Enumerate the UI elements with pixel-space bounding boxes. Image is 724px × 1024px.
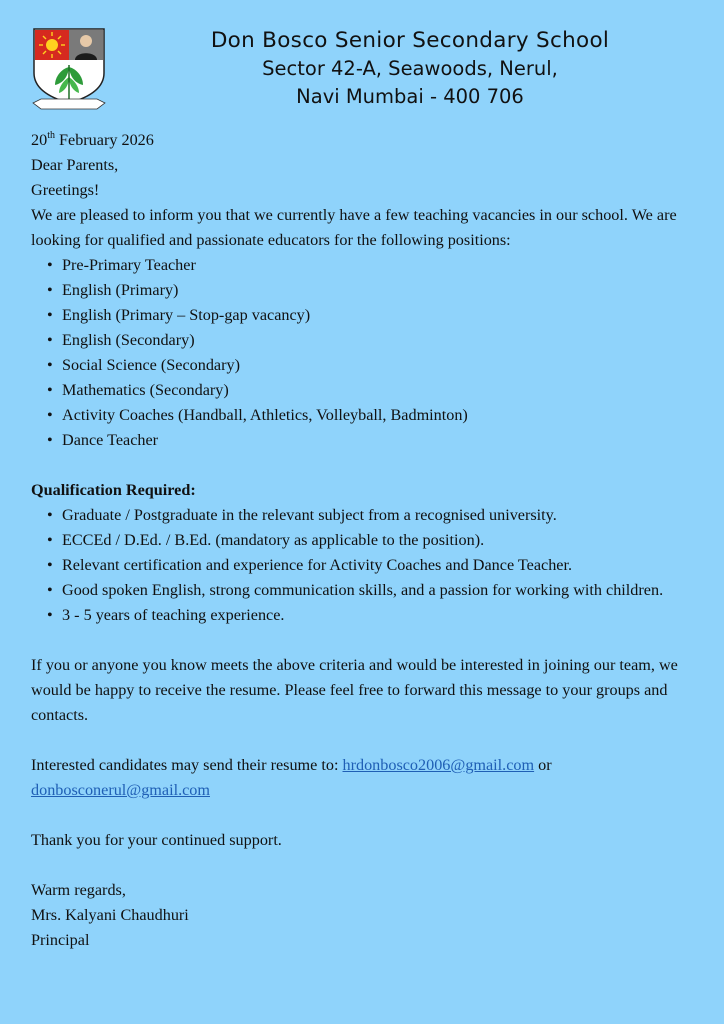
list-item: • English (Secondary) bbox=[62, 328, 691, 353]
letter-date: 20th February 2026 bbox=[31, 129, 154, 149]
list-item: • 3 - 5 years of teaching experience. bbox=[62, 603, 691, 628]
school-name: Don Bosco Senior Secondary School bbox=[210, 28, 610, 53]
list-item: • Pre-Primary Teacher bbox=[62, 253, 691, 278]
salutation: Dear Parents, bbox=[31, 156, 119, 174]
thanks-line: Thank you for your continued support. bbox=[31, 831, 282, 849]
intro-paragraph: We are pleased to inform you that we currently have a few teaching vacancies in our school. We are looking for qualified and passionate educators for the following positions: bbox=[31, 206, 677, 249]
school-crest-logo bbox=[31, 27, 107, 111]
list-item: • Graduate / Postgraduate in the relevant subject from a recognised university. bbox=[62, 503, 691, 528]
hr-email-link[interactable]: hrdonbosco2006@gmail.com bbox=[342, 756, 535, 774]
school-email-link[interactable]: donbosconerul@gmail.com bbox=[31, 781, 210, 799]
contact-paragraph: Interested candidates may send their resume to: hrdonbosco2006@gmail.com or donbosconerul@gmail.com bbox=[31, 756, 552, 799]
list-item: • Mathematics (Secondary) bbox=[62, 378, 691, 403]
qualification-heading: Qualification Required: bbox=[31, 481, 196, 499]
list-item: • Social Science (Secondary) bbox=[62, 353, 691, 378]
address-line-2: Navi Mumbai - 400 706 bbox=[296, 85, 524, 108]
list-item: • Activity Coaches (Handball, Athletics, Volleyball, Badminton) bbox=[62, 403, 691, 428]
list-item: • English (Primary) bbox=[62, 278, 691, 303]
letterhead bbox=[150, 27, 670, 111]
referral-paragraph: If you or anyone you know meets the above criteria and would be interested in joining our team, we would be happy to receive the resume. Please feel free to forward this message to your groups and contacts. bbox=[31, 656, 678, 724]
list-item: • ECCEd / D.Ed. / B.Ed. (mandatory as applicable to the position). bbox=[62, 528, 691, 553]
list-item: • Relevant certification and experience for Activity Coaches and Dance Teacher. bbox=[62, 553, 691, 578]
letter-body bbox=[31, 128, 691, 953]
list-item: • Good spoken English, strong communication skills, and a passion for working with children. bbox=[62, 578, 691, 603]
list-item: • English (Primary – Stop-gap vacancy) bbox=[62, 303, 691, 328]
qualifications-list bbox=[31, 503, 691, 628]
list-item: • Dance Teacher bbox=[62, 428, 691, 453]
positions-list bbox=[31, 253, 691, 453]
signatory-name: Mrs. Kalyani Chaudhuri bbox=[31, 906, 189, 924]
address-line-1: Sector 42-A, Seawoods, Nerul, bbox=[262, 57, 558, 80]
closing: Warm regards, bbox=[31, 881, 126, 899]
greeting: Greetings! bbox=[31, 181, 100, 199]
signatory-title: Principal bbox=[31, 931, 90, 949]
